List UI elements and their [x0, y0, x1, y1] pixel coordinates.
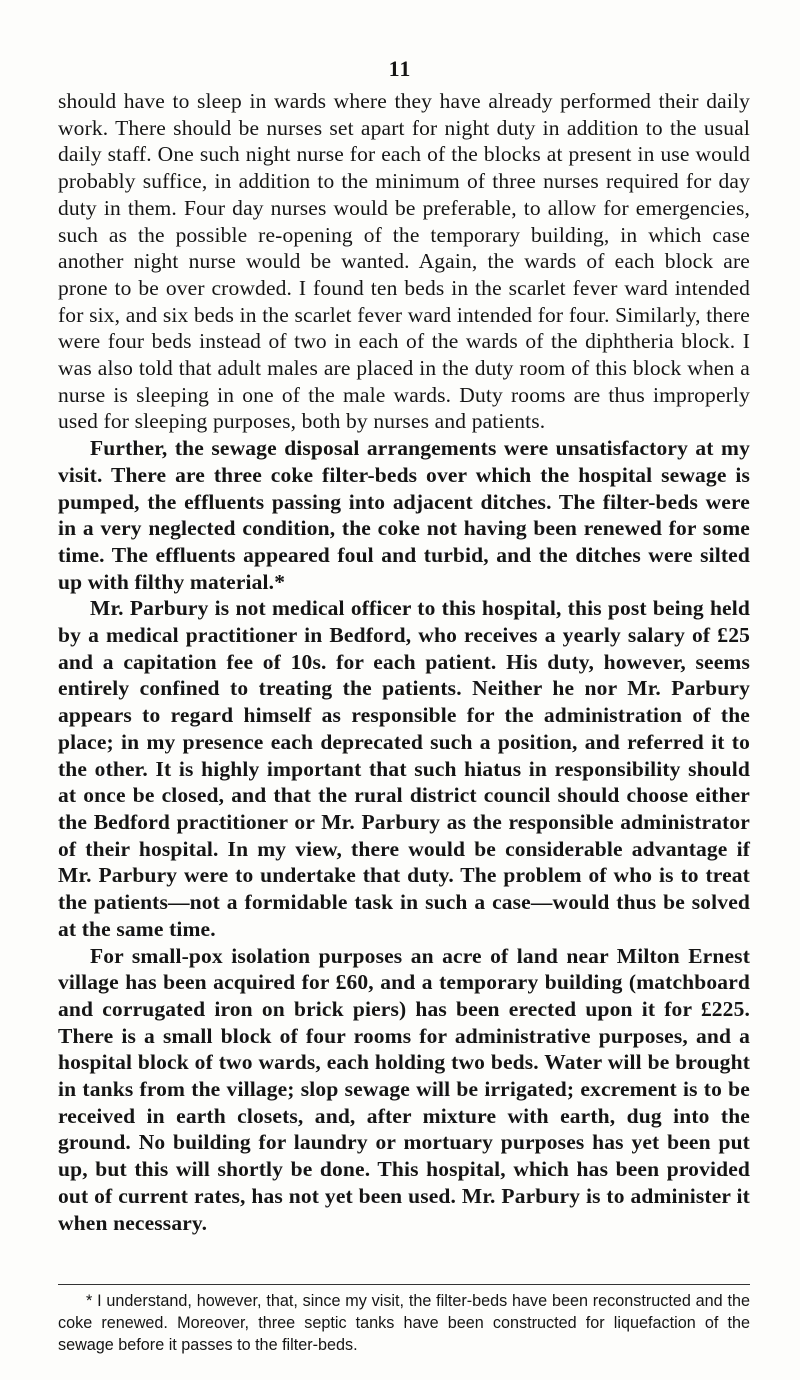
page-number: 11	[388, 56, 412, 81]
paragraph-medical-officer: Mr. Parbury is not medical officer to this hospital, this post being held by a medical practitioner in Bedford, who receives a yearly salary of £25 and a capitation fee of 10s. for each patient. His duty, however, seems entirely confined to treating the patients. Neither he nor Mr. Parbury appears to regard himself as responsible for the administration of the place; in my presence each deprecated such a position, and referred it to the other. It is highly important that such hiatus in responsibility should at once be closed, and that the rural district council should choose either the Bedford practitioner or Mr. Parbury as the responsible administrator of their hospital. In my view, there would be considerable advantage if Mr. Parbury were to undertake that duty. The problem of who is to treat the patients—not a formidable task in such a case—would thus be solved at the same time.	[58, 596, 750, 941]
footnote	[58, 1290, 750, 1356]
paragraph-continuation: should have to sleep in wards where they have already performed their daily work. There should be nurses set apart for night duty in addition to the usual daily staff. One such night nurse for each of the blocks at present in use would probably suffice, in addition to the minimum of three nurses required for day duty in them. Four day nurses would be preferable, to allow for emergencies, such as the possible re-opening of the temporary building, in which case another night nurse would be wanted. Again, the wards of each block are prone to be over crowded. I found ten beds in the scarlet fever ward intended for six, and six beds in the scarlet fever ward intended for four. Similarly, there were four beds instead of two in each of the wards of the diphtheria block. I was also told that adult males are placed in the duty room of this block when a nurse is sleeping in one of the male wards. Duty rooms are thus improperly used for sleeping purposes, both by nurses and patients.	[58, 89, 750, 434]
paragraph-small-pox-isolation: For small-pox isolation purposes an acre of land near Milton Ernest village has been acquired for £60, and a temporary building (matchboard and corrugated iron on brick piers) has been erected upon it for £225. There is a small block of four rooms for administrative purposes, and a hospital block of two wards, each holding two beds. Water will be brought in tanks from the village; slop sewage will be irrigated; excrement is to be received in earth closets, and, after mixture with earth, dug into the ground. No building for laundry or mortuary purposes has yet been put up, but this will shortly be done. This hospital, which has been provided out of current rates, has not yet been used. Mr. Parbury is to administer it when necessary.	[58, 943, 750, 1235]
paragraph-sewage-disposal: Further, the sewage disposal arrangements were unsatisfactory at my visit. There are three coke filter-beds over which the hospital sewage is pumped, the effluents passing into adjacent ditches. The filter-beds were in a very neglected condition, the coke not having been renewed for some time. The effluents appeared foul and turbid, and the ditches were silted up with filthy material.*	[58, 436, 750, 594]
footnote-text: * I understand, however, that, since my visit, the filter-beds have been reconstructed and the coke renewed. Moreover, three septic tanks have been constructed for liquefaction of the sewage before it passes to the filter-beds.	[58, 1292, 750, 1354]
body-text	[58, 88, 750, 1236]
footnote-divider	[58, 1284, 750, 1285]
